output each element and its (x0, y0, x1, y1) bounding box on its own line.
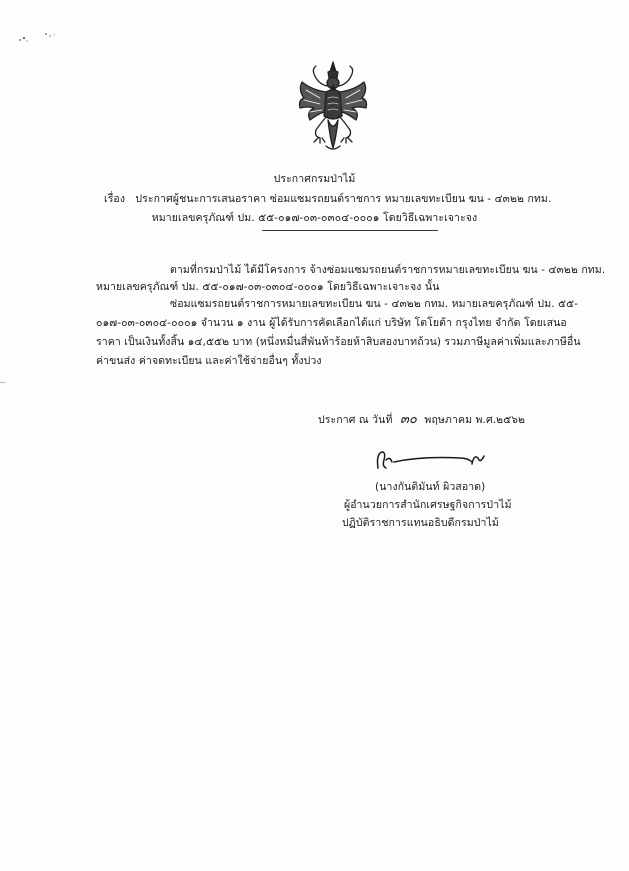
body-para2-line3: ราคา เป็นเงินทั้งสิ้น ๑๔,๕๕๒ บาท (หนึ่งหมื่นสี่พันห้าร้อยห้าสิบสองบาทถ้วน) รวมภาษีมูลค่าเพิ่มและภาษีอื่น (96, 336, 581, 348)
announcement-date (318, 413, 525, 427)
announce-suffix: พฤษภาคม พ.ศ.๒๕๖๒ (424, 414, 526, 426)
document-title: ประกาศกรมป่าไม้ (273, 173, 356, 185)
subject-line-2: หมายเลขครุภัณฑ์ ปม. ๕๕-๐๑๗-๐๓-๐๓๐๔-๐๐๐๑ โดยวิธีเฉพาะเจาะจง (151, 212, 478, 224)
signer-title-2: ปฏิบัติราชการแทนอธิบดีกรมป่าไม้ (342, 517, 499, 529)
scan-smudge (16, 30, 60, 44)
signer-name: (นางกันติมันท์ ผิวสอาด) (375, 481, 486, 493)
subject-text-1: ประกาศผู้ชนะการเสนอราคา ซ่อมแซมรถยนต์ราชการ หมายเลขทะเบียน ฆน - ๔๓๒๒ กทม. (135, 193, 552, 205)
body-para2-line2: ๐๑๗-๐๓-๐๓๐๔-๐๐๐๑ จำนวน ๑ งาน ผู้ได้รับการคัดเลือกได้แก่ บริษัท โตโยต้า กรุงไทย จำกัด โดยเสนอ (96, 317, 567, 329)
garuda-emblem-icon (294, 60, 372, 154)
body-para2-line4: ค่าขนส่ง ค่าจดทะเบียน และค่าใช้จ่ายอื่นๆ ทั้งปวง (96, 355, 322, 367)
body-para1-line1: ตามที่กรมป่าไม้ ได้มีโครงการ จ้างซ่อมแซมรถยนต์ราชการหมายเลขทะเบียน ฆน - ๔๓๒๒ กทม. (170, 264, 606, 276)
announce-prefix: ประกาศ ณ วันที่ (318, 414, 393, 426)
title-underline (262, 230, 438, 231)
body-para1-line2: หมายเลขครุภัณฑ์ ปม. ๕๕-๐๑๗-๐๓-๐๓๐๔-๐๐๐๑ โดยวิธีเฉพาะเจาะจง นั้น (96, 281, 440, 293)
subject-label: เรื่อง (104, 193, 126, 205)
body-para2-line1: ซ่อมแซมรถยนต์ราชการหมายเลขทะเบียน ฆน - ๔๓๒๒ กทม. หมายเลขครุภัณฑ์ ปม. ๕๕- (170, 298, 579, 310)
fold-mark (0, 382, 6, 383)
announce-day: ๓๐ (399, 412, 417, 427)
signer-title-1: ผู้อำนวยการสำนักเศรษฐกิจการป่าไม้ (344, 499, 512, 511)
handwritten-signature (372, 446, 490, 474)
subject-line-1 (104, 192, 551, 206)
